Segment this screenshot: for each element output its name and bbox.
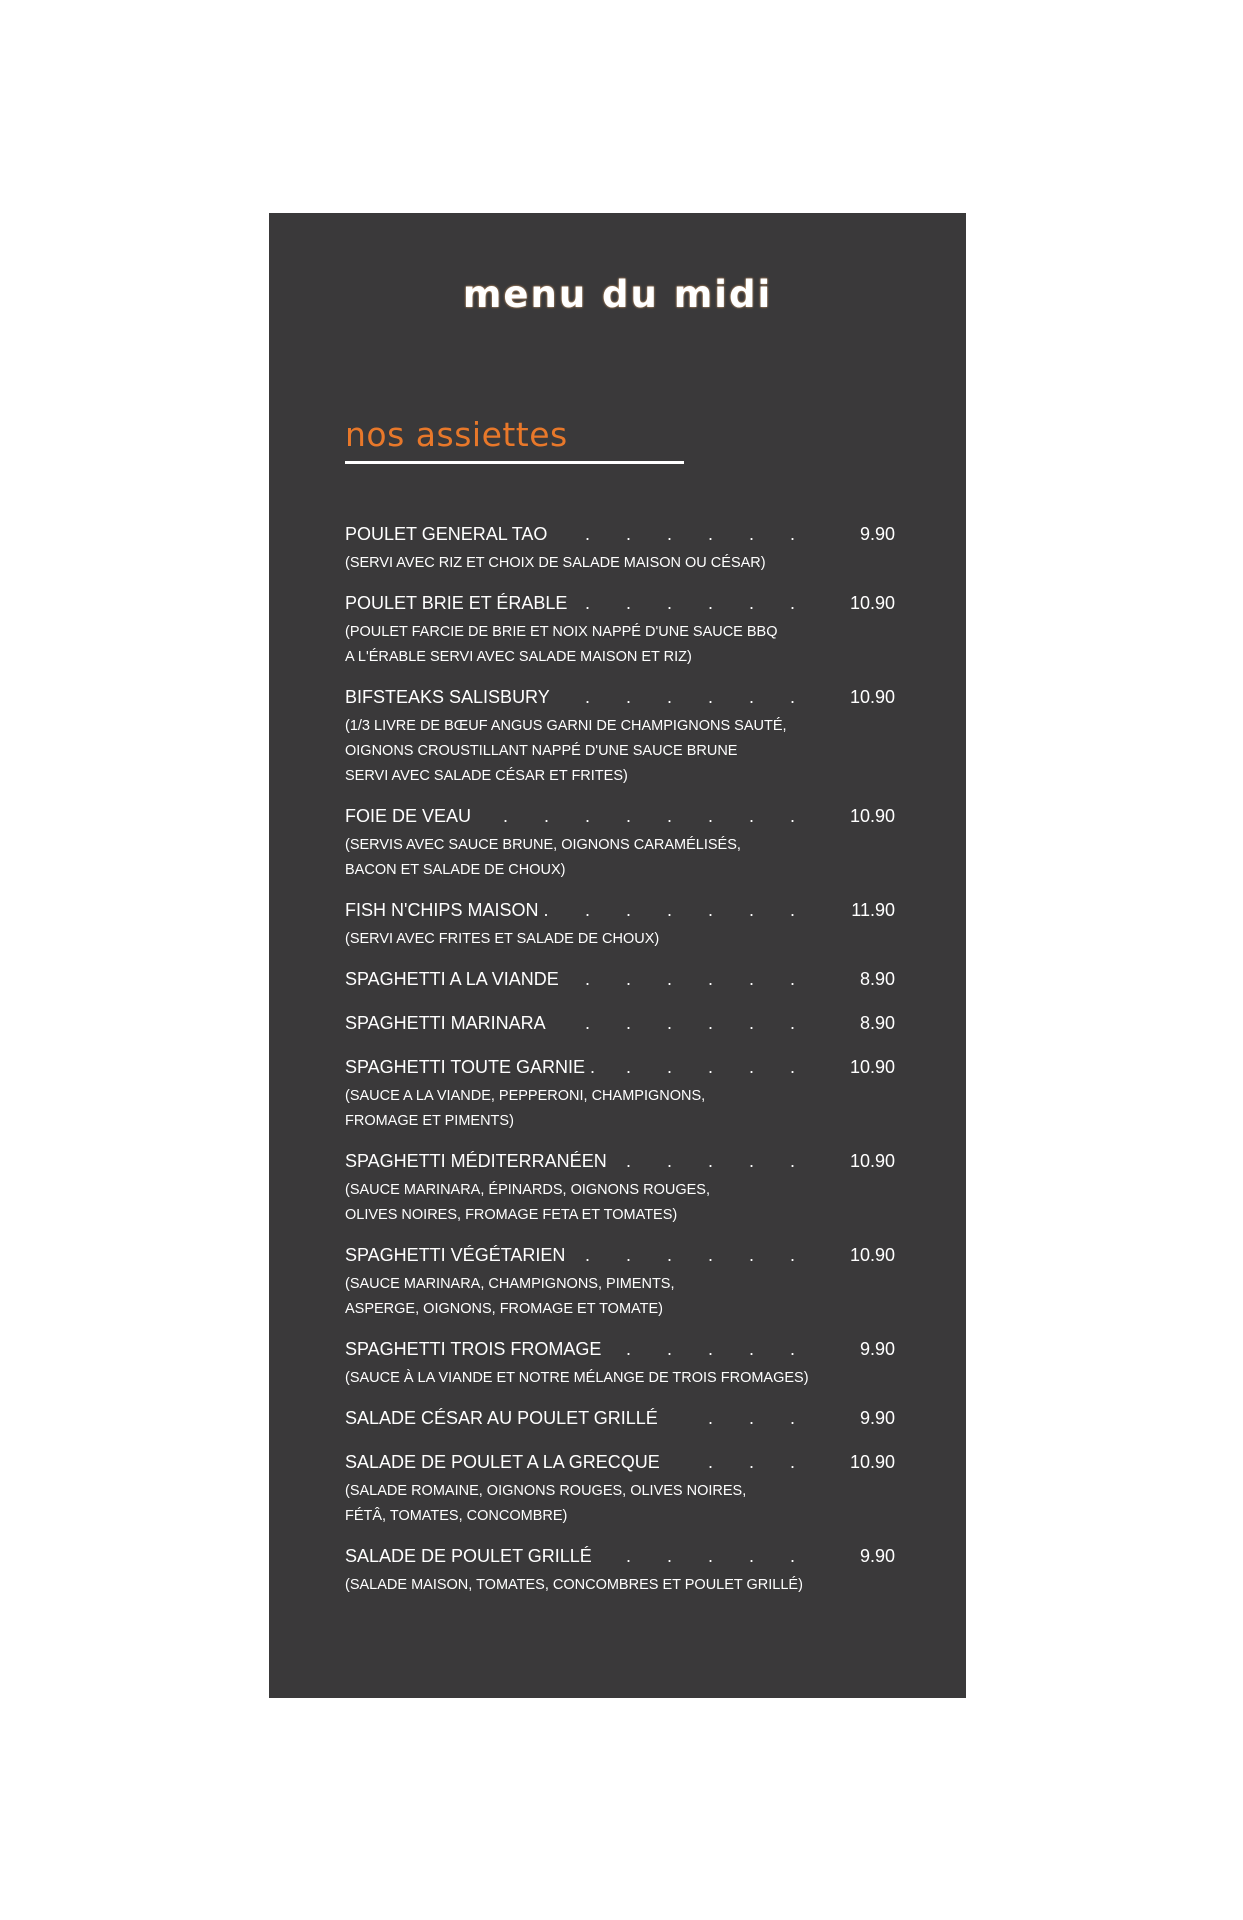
- menu-item-name: SPAGHETTI VÉGÉTARIEN: [345, 1245, 566, 1265]
- menu-item-description: BACON ET SALADE DE CHOUX): [345, 862, 566, 878]
- menu-item-name: SALADE DE POULET A LA GRECQUE: [345, 1452, 660, 1472]
- menu-item-description: OIGNONS CROUSTILLANT NAPPÉ D'UNE SAUCE BRUNE: [345, 743, 738, 759]
- menu-item-line: [345, 1013, 895, 1037]
- menu-item-line: [345, 1151, 895, 1175]
- menu-item-description: (SALADE MAISON, TOMATES, CONCOMBRES ET POULET GRILLÉ): [345, 1577, 803, 1593]
- menu-item-line: [345, 524, 895, 548]
- menu-item-dot-leader: . . . . .: [625, 1151, 795, 1171]
- menu-item-description: OLIVES NOIRES, FROMAGE FETA ET TOMATES): [345, 1207, 678, 1223]
- menu-item: [345, 1013, 895, 1037]
- menu-item-description: (SALADE ROMAINE, OIGNONS ROUGES, OLIVES NOIRES,: [345, 1483, 747, 1499]
- menu-item-price: 9.90: [859, 1339, 895, 1359]
- menu-item: [345, 900, 895, 952]
- menu-item-line: [345, 1245, 895, 1269]
- menu-item-price: 10.90: [849, 687, 895, 707]
- menu-item-dot-leader: . . . . .: [625, 1339, 795, 1359]
- menu-item-price: 10.90: [849, 1057, 895, 1077]
- menu-item-price: 11.90: [851, 900, 895, 920]
- menu-item: [345, 1546, 895, 1598]
- menu-item-name: SPAGHETTI A LA VIANDE: [345, 969, 559, 989]
- section-divider: [345, 461, 684, 464]
- menu-item-name: SPAGHETTI TOUTE GARNIE .: [345, 1057, 596, 1077]
- menu-item-dot-leader: . . .: [707, 1452, 795, 1472]
- menu-item-description: (SAUCE À LA VIANDE ET NOTRE MÉLANGE DE TROIS FROMAGES): [345, 1370, 809, 1386]
- menu-item-price: 10.90: [849, 1452, 895, 1472]
- menu-item-line: [345, 687, 895, 711]
- menu-item-price: 9.90: [859, 524, 895, 544]
- menu-item-dot-leader: . . . . . .: [584, 1245, 795, 1265]
- menu-item-line: [345, 1546, 895, 1570]
- menu-item-name: FISH N'CHIPS MAISON .: [345, 900, 549, 920]
- menu-item-description: (POULET FARCIE DE BRIE ET NOIX NAPPÉ D'UNE SAUCE BBQ: [345, 624, 778, 640]
- menu-item-description: (SAUCE MARINARA, ÉPINARDS, OIGNONS ROUGES,: [345, 1182, 710, 1198]
- menu-item-line: [345, 593, 895, 617]
- menu-item-description: (SERVIS AVEC SAUCE BRUNE, OIGNONS CARAMÉLISÉS,: [345, 837, 741, 853]
- menu-item: [345, 1339, 895, 1391]
- menu-item-price: 9.90: [859, 1546, 895, 1566]
- menu-item-description: SERVI AVEC SALADE CÉSAR ET FRITES): [345, 768, 628, 784]
- menu-card: [269, 213, 966, 1698]
- menu-item-line: [345, 1339, 895, 1363]
- menu-item-dot-leader: . . . . . .: [584, 687, 795, 707]
- menu-title: menu du midi: [462, 273, 773, 316]
- menu-item-price: 8.90: [859, 1013, 895, 1033]
- menu-item-name: SALADE CÉSAR AU POULET GRILLÉ: [345, 1408, 658, 1428]
- menu-item-line: [345, 900, 895, 924]
- menu-item-description: (SERVI AVEC RIZ ET CHOIX DE SALADE MAISON OU CÉSAR): [345, 555, 766, 571]
- menu-item-line: [345, 969, 895, 993]
- menu-item-name: FOIE DE VEAU: [345, 806, 472, 826]
- menu-item-line: [345, 1408, 895, 1432]
- menu-item: [345, 1151, 895, 1228]
- menu-item-name: SPAGHETTI TROIS FROMAGE: [345, 1339, 602, 1359]
- menu-item-name: SALADE DE POULET GRILLÉ: [345, 1546, 592, 1566]
- menu-item: [345, 524, 895, 576]
- menu-item-dot-leader: . . . . . .: [584, 900, 795, 920]
- menu-item-dot-leader: . . . . . .: [584, 1013, 795, 1033]
- menu-item: [345, 806, 895, 883]
- menu-item-name: POULET BRIE ET ÉRABLE: [345, 593, 568, 613]
- menu-item-name: SPAGHETTI MÉDITERRANÉEN: [345, 1151, 607, 1171]
- menu-item-name: SPAGHETTI MARINARA: [345, 1013, 546, 1033]
- menu-item-description: (1/3 LIVRE DE BŒUF ANGUS GARNI DE CHAMPIGNONS SAUTÉ,: [345, 718, 787, 734]
- menu-item-price: 10.90: [849, 806, 895, 826]
- menu-item-description: (SAUCE MARINARA, CHAMPIGNONS, PIMENTS,: [345, 1276, 675, 1292]
- menu-item-price: 9.90: [859, 1408, 895, 1428]
- menu-item-description: (SAUCE A LA VIANDE, PEPPERONI, CHAMPIGNONS,: [345, 1088, 706, 1104]
- menu-item-line: [345, 1452, 895, 1476]
- menu-item-description: A L'ÉRABLE SERVI AVEC SALADE MAISON ET RIZ): [345, 649, 692, 665]
- menu-item-price: 10.90: [849, 1151, 895, 1171]
- menu-item-dot-leader: . . . . .: [625, 1057, 795, 1077]
- menu-item-name: BIFSTEAKS SALISBURY: [345, 687, 550, 707]
- menu-item: [345, 1408, 895, 1432]
- menu-item: [345, 687, 895, 789]
- menu-item-dot-leader: . . . . .: [625, 1546, 795, 1566]
- menu-item: [345, 1057, 895, 1134]
- menu-item-dot-leader: . . . . . . . .: [502, 806, 795, 826]
- menu-item: [345, 969, 895, 993]
- menu-item: [345, 593, 895, 670]
- menu-item-line: [345, 806, 895, 830]
- menu-item-line: [345, 1057, 895, 1081]
- menu-item-price: 8.90: [859, 969, 895, 989]
- menu-item: [345, 1452, 895, 1529]
- menu-item-description: FROMAGE ET PIMENTS): [345, 1113, 514, 1129]
- section-title: nos assiettes: [345, 415, 568, 454]
- menu-item-dot-leader: . . .: [707, 1408, 795, 1428]
- menu-item-dot-leader: . . . . . .: [584, 593, 795, 613]
- menu-item: [345, 1245, 895, 1322]
- menu-item-description: ASPERGE, OIGNONS, FROMAGE ET TOMATE): [345, 1301, 663, 1317]
- menu-item-price: 10.90: [849, 593, 895, 613]
- menu-item-name: POULET GENERAL TAO: [345, 524, 548, 544]
- menu-item-dot-leader: . . . . . .: [584, 969, 795, 989]
- menu-item-dot-leader: . . . . . .: [584, 524, 795, 544]
- menu-item-price: 10.90: [849, 1245, 895, 1265]
- menu-item-description: (SERVI AVEC FRITES ET SALADE DE CHOUX): [345, 931, 660, 947]
- menu-item-description: FÉTÂ, TOMATES, CONCOMBRE): [345, 1508, 568, 1524]
